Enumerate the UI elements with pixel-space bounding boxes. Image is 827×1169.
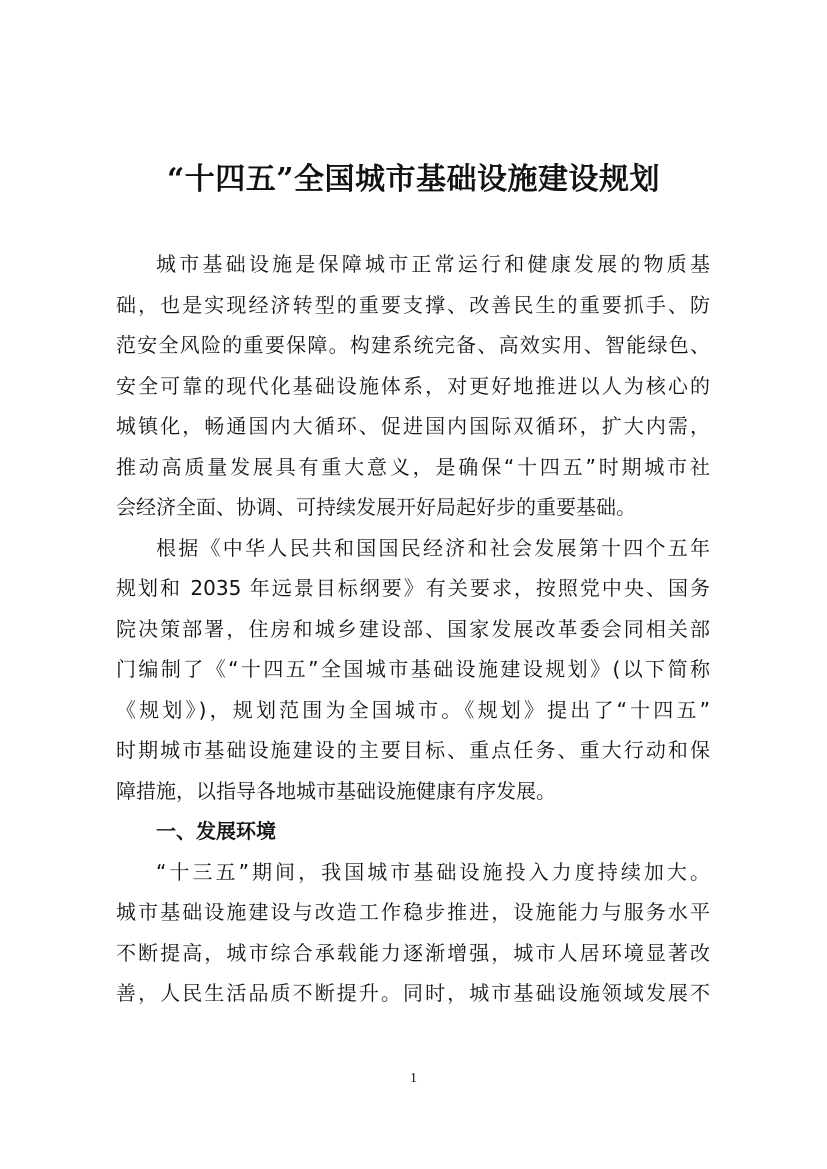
paragraph-line: 推动高质量发展具有重大意义，是确保“十四五”时期城市社 [116,454,710,479]
paragraph-line: 城镇化，畅通国内大循环、促进国内国际双循环，扩大内需， [116,414,710,438]
paragraph-line: 《规划》)，规划范围为全国城市。《规划》提出了“十四五” [116,697,710,722]
paragraph-line: 院决策部署，住房和城乡建设部、国家发展改革委会同相关部 [116,616,710,641]
paragraph-line: 城市基础设施是保障城市正常运行和健康发展的物质基 [156,252,710,276]
paragraph-development-environment [116,852,710,1014]
paragraph-line: 础，也是实现经济转型的重要支撑、改善民生的重要抓手、防 [116,292,710,317]
paragraph-line: 善，人民生活品质不断提升。同时，城市基础设施领域发展不 [116,981,710,1005]
paragraph-line: 不断提高，城市综合承载能力逐渐增强，城市人居环境显著改 [116,940,710,965]
section-heading: 一、发展环境 [156,819,276,843]
paragraph-line: 根据《中华人民共和国国民经济和社会发展第十四个五年 [156,535,710,560]
document-title: “十四五”全国城市基础设施建设规划 [166,162,660,197]
paragraph-line: 障措施，以指导各地城市基础设施健康有序发展。 [116,778,556,803]
paragraph-line: 城市基础设施建设与改造工作稳步推进，设施能力与服务水平 [116,900,710,924]
document-body [116,244,710,1014]
paragraph-line: 范安全风险的重要保障。构建系统完备、高效实用、智能绿色、 [116,333,710,357]
paragraph-line: 门编制了《“十四五”全国城市基础设施建设规划》(以下简称 [116,657,710,681]
paragraph-line: “十三五”期间，我国城市基础设施投入力度持续加大。 [156,859,710,884]
paragraph-line: 会经济全面、协调、可持续发展开好局起好步的重要基础。 [116,495,636,519]
page-number: 1 [410,1071,417,1086]
paragraph-line: 安全可靠的现代化基础设施体系，对更好地推进以人为核心的 [116,373,710,398]
paragraph-line: 规划和 2035 年远景目标纲要》有关要求，按照党中央、国务 [116,576,710,600]
paragraph-line: 时期城市基础设施建设的主要目标、重点任务、重大行动和保 [116,738,710,762]
paragraph-intro [116,244,710,528]
paragraph-basis [116,528,710,812]
